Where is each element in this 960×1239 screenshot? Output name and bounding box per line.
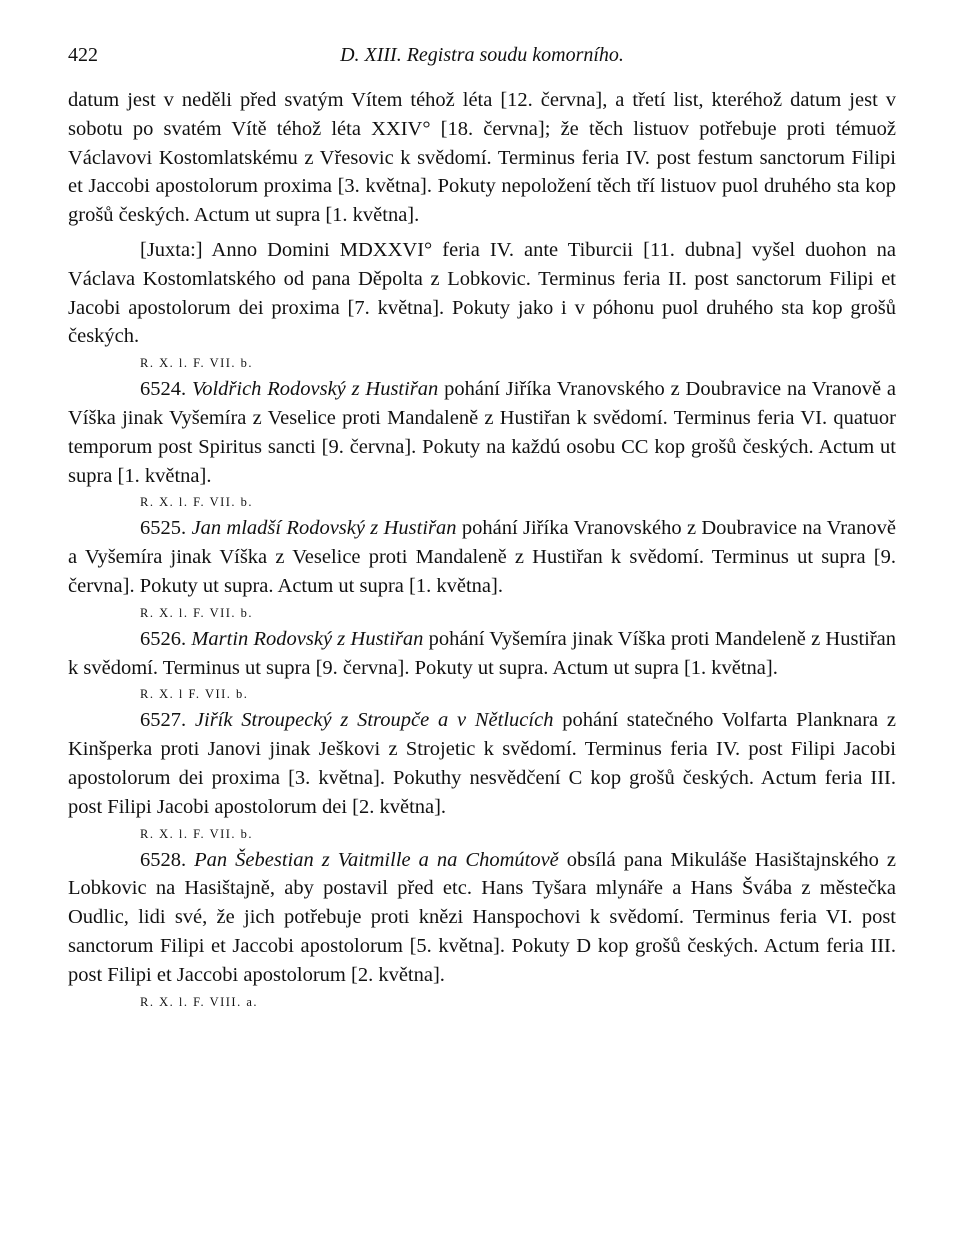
entry-6525 bbox=[68, 514, 896, 600]
entry-6527 bbox=[68, 706, 896, 821]
entry-number: 6525. bbox=[140, 517, 187, 540]
source-signature: R. X. l. F. VII. b. bbox=[140, 356, 254, 371]
page-body bbox=[68, 86, 896, 1014]
person-name: Jiřík Stroupecký z Stroupče a v Nětlucích bbox=[194, 709, 554, 732]
paragraph-continuation: datum jest v neděli před svatým Vítem téhož léta [12. června], a třetí list, kteréhož datum jest v sobotu po svatém Vítě téhož léta XXIV° [18. června]; že těch listuov potřebuje proti témuož Václavovi Kostomlatskému z Vřesovic k svědomí. Terminus feria IV. post festum sanctorum Filipi et Jaccobi apostolorum proxima [3. května]. Pokuty nepoložení těch tří listuov puol druhého sta kop grošů českých. Actum ut supra [1. května]. bbox=[68, 89, 896, 227]
entry-text: pohání statečného Volfarta Planknara z Kinšperka proti Janovi jinak Ješkovi z Strojetic k svědomí. Terminus feria IV. post Filipi Jacobi apostolorum dei proxima [3. května]. Pokuthy nesvědčení C kop grošů českých. Actum feria III. post Filipi Jacobi apostolorum dei [2. května]. bbox=[68, 709, 897, 818]
source-signature: R. X. l. F. VII. b. bbox=[140, 826, 254, 841]
entry-number: 6528. bbox=[140, 848, 187, 871]
entry-text: pohání Jiříka Vranovského z Doubravice na Vranově a Víška jinak Vyšemíra z Veselice proti Mandaleně z Hustiřan k svědomí. Terminus feria VI. quatuor temporum post Spiritus sancti [9. června]. Pokuty na každú osobu CC kop grošů českých. Actum ut supra [1. května]. bbox=[68, 378, 897, 487]
entry-6526 bbox=[68, 625, 896, 683]
person-name: Martin Rodovský z Hustiřan bbox=[191, 627, 424, 650]
running-title: D. XIII. Registra soudu komorního. bbox=[340, 44, 624, 66]
source-signature: R. X. l. F. VII. b. bbox=[140, 495, 254, 510]
source-signature: R. X. l. F. VII. b. bbox=[140, 605, 254, 620]
person-name: Voldřich Rodovský z Hustiřan bbox=[191, 378, 439, 401]
entry-number: 6526. bbox=[140, 627, 187, 650]
source-signature: R. X. l. F. VIII. a. bbox=[140, 994, 259, 1009]
entry-number: 6524. bbox=[140, 378, 187, 401]
page-number: 422 bbox=[68, 44, 98, 66]
entry-text: pohání Jiříka Vranovského z Doubravice na Vranově a Vyšemíra jinak Víška z Veselice proti Mandaleně z Hustiřan k svědomí. Terminus ut supra [9. června]. Pokuty ut supra. Actum ut supra [1. května]. bbox=[68, 517, 897, 597]
entry-6524 bbox=[68, 375, 896, 490]
person-name: Pan Šebestian z Vaitmille a na Chomútově bbox=[194, 848, 559, 871]
source-signature: R. X. l F. VII. b. bbox=[140, 687, 249, 702]
person-name: Jan mladší Rodovský z Hustiřan bbox=[191, 517, 457, 540]
entry-number: 6527. bbox=[140, 709, 187, 732]
page-header bbox=[68, 44, 896, 74]
entry-text: pohání Vyšemíra jinak Víška proti Mandeleně z Hustiřan k svědomí. Terminus ut supra [9. června]. Pokuty ut supra. Actum ut supra [1. května]. bbox=[68, 627, 897, 679]
paragraph-juxta: [Juxta:] Anno Domini MDXXVI° feria IV. ante Tiburcii [11. dubna] vyšel duohon na Václava Kostomlatského od pana Děpolta z Lobkovic. Terminus feria II. post sanctorum Filipi et Jacobi apostolorum dei proxima [7. května]. Pokuty jako i v póhonu puol druhého sta kop grošů českých. bbox=[68, 238, 896, 348]
entry-6528 bbox=[68, 846, 896, 990]
entry-text: obsílá pana Mikuláše Hasištajnského z Lobkovic na Hasištajně, aby postavil před etc. Hans Tyšara mlynáře a Hans Švába z městečka Oudlic, lidi své, že jich potřebuje proti knězi Hanspochovi k svědomí. Terminus feria VI. post sanctorum Filipi et Jaccobi apostolorum [5. května]. Pokuty D kop grošů českých. Actum feria III. post Filipi et Jaccobi apostolorum [2. května]. bbox=[68, 848, 896, 986]
